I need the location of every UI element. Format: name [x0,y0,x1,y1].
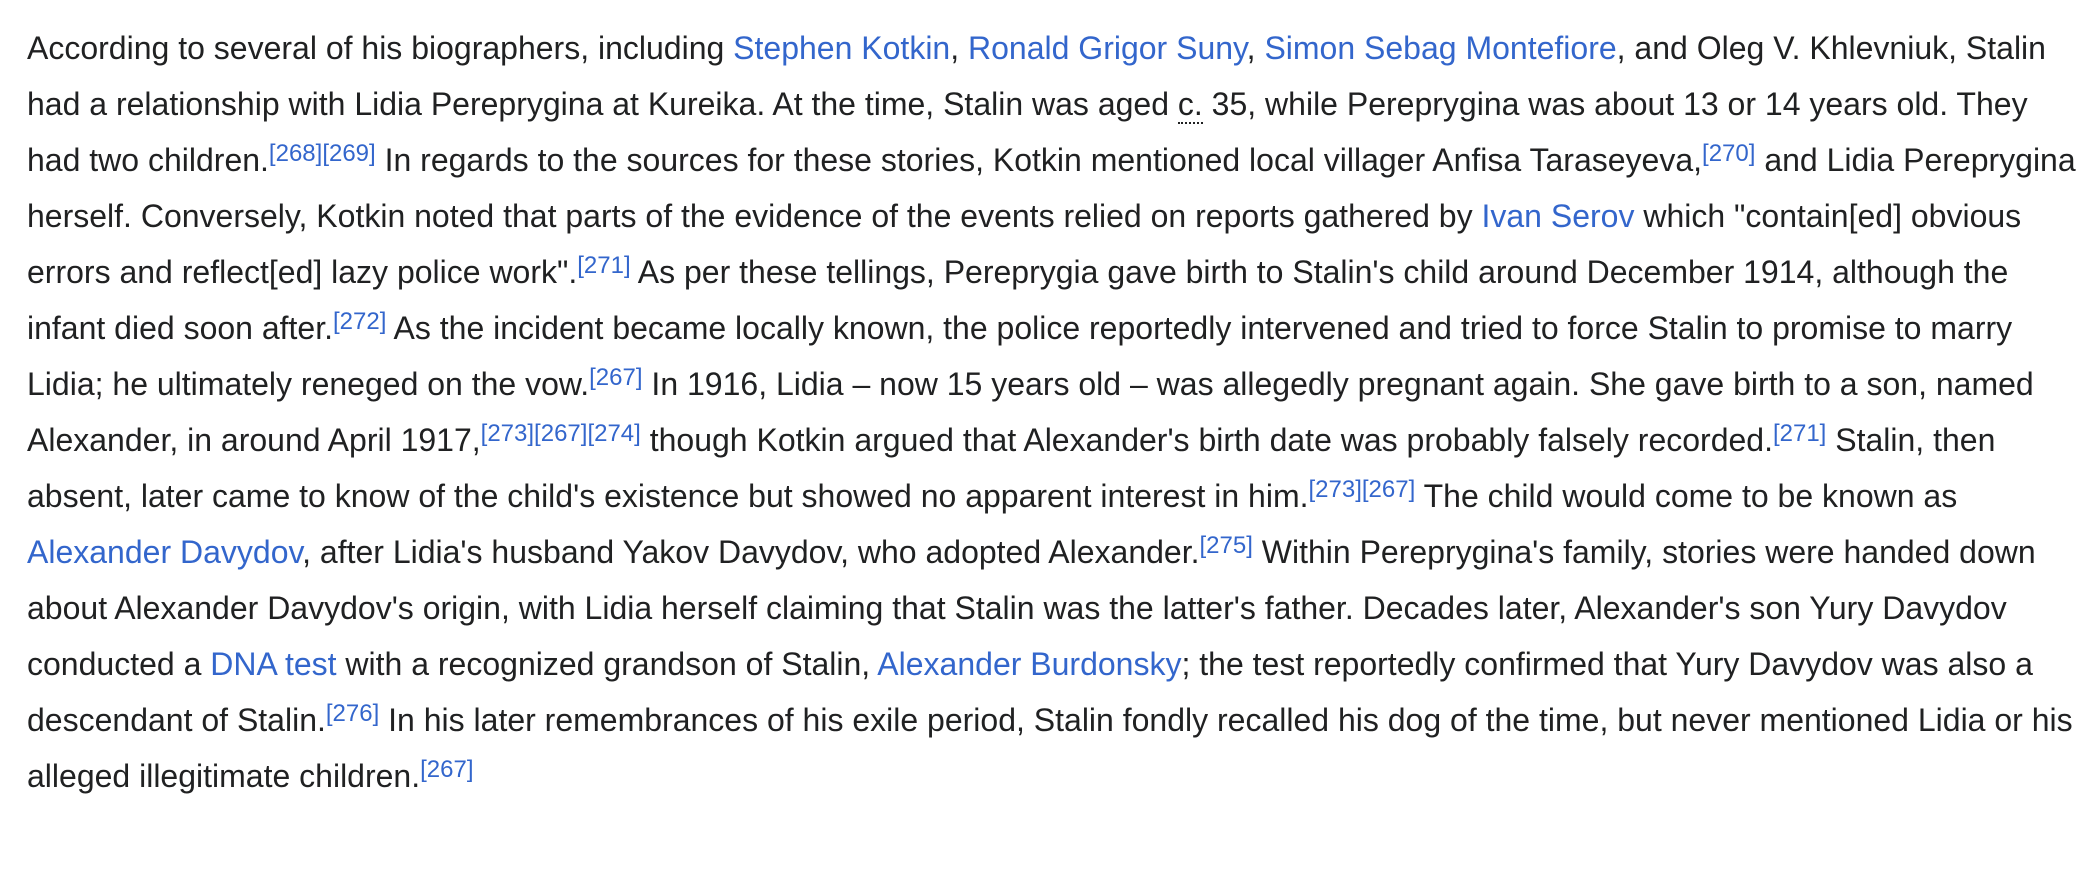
paragraph-text: , [950,30,968,66]
citation-reference [322,140,375,167]
paragraph-text: According to several of his biographers, including [27,30,734,66]
link-ronald-grigor-suny[interactable]: Ronald Grigor Suny [968,30,1247,66]
link-alexander-davydov[interactable]: Alexander Davydov [27,534,303,570]
paragraph-text: The child would come to be known as [1415,478,1958,514]
citation-link[interactable]: [272] [333,308,387,335]
citation-link[interactable]: [269] [322,140,376,167]
paragraph-text: , after Lidia's husband Yakov Davydov, who adopted Alexander. [302,534,1200,570]
citation-link[interactable]: [270] [1702,140,1756,167]
paragraph-text: In 1916, Lidia – now 15 years old – was allegedly pregnant again. She gave birth to a son, named Alexander, in around April 1917, [27,366,2034,458]
link-stephen-kotkin[interactable]: Stephen Kotkin [733,30,951,66]
citation-reference [1773,420,1826,447]
citation-link[interactable]: [267] [589,364,643,391]
citation-link[interactable]: [275] [1199,532,1253,559]
paragraph-text: ; the test reportedly confirmed that Yury Davydov was also a descendant of Stalin. [27,646,2033,738]
link-dna-test[interactable]: DNA test [210,646,337,682]
paragraph-text: As per these tellings, Pereprygia gave birth to Stalin's child around December 1914, although the infant died soon after. [27,254,2009,346]
paragraph-text: 35, while Pereprygina was about 13 or 14 years old. They had two children. [27,86,2028,178]
paragraph-text: As the incident became locally known, the police reportedly intervened and tried to force Stalin to promise to marry Lidia; he ultimately reneged on the vow. [27,310,2013,402]
paragraph-text: In his later remembrances of his exile period, Stalin fondly recalled his dog of the time, but never mentioned Lidia or his alleged illegitimate children. [27,702,2073,794]
citation-link[interactable]: [267] [534,420,588,447]
citation-link[interactable]: [267] [420,756,474,783]
citation-link[interactable]: [271] [1772,420,1827,447]
citation-link[interactable]: [268] [268,140,323,167]
circa-abbreviation: c. [1177,86,1203,122]
citation-reference [1199,532,1252,559]
citation-reference [326,700,379,727]
citation-reference [577,252,630,279]
citation-reference [1362,476,1415,503]
paragraph-text: and Lidia Pereprygina herself. Conversely, Kotkin noted that parts of the evidence of the events relied on reports gathered by [27,142,2076,234]
citation-link[interactable]: [273] [480,420,535,447]
paragraph-text: , [1246,30,1265,66]
paragraph-text: , and Oleg V. Khlevniuk, Stalin had a relationship with Lidia Pereprygina at Kureika. At the time, Stalin was aged [27,30,2046,122]
citation-link[interactable]: [273] [1308,476,1362,503]
citation-reference [420,756,473,783]
citation-link[interactable]: [276] [325,700,380,727]
link-alexander-burdonsky[interactable]: Alexander Burdonsky [877,646,1182,682]
citation-reference [1702,140,1755,167]
paragraph-text: which "contain[ed] obvious errors and reflect[ed] lazy police work". [27,198,2022,290]
citation-reference [587,420,640,447]
citation-link[interactable]: [274] [587,420,641,447]
citation-reference [1309,476,1362,503]
link-simon-sebag-montefiore[interactable]: Simon Sebag Montefiore [1264,30,1617,66]
citation-reference [333,308,386,335]
citation-link[interactable]: [271] [577,252,631,279]
citation-reference [481,420,534,447]
article-body [27,20,2087,804]
citation-link[interactable]: [267] [1361,476,1416,503]
link-ivan-serov[interactable]: Ivan Serov [1481,198,1635,234]
paragraph-text: though Kotkin argued that Alexander's birth date was probably falsely recorded. [640,422,1773,458]
paragraph-text: In regards to the sources for these stories, Kotkin mentioned local villager Anfisa Taraseyeva, [375,142,1703,178]
paragraph-text: Stalin, then absent, later came to know of the child's existence but showed no apparent interest in him. [27,422,1996,514]
paragraph-text: with a recognized grandson of Stalin, [336,646,878,682]
citation-reference [269,140,322,167]
citation-reference [589,364,642,391]
paragraph-text: Within Pereprygina's family, stories were handed down about Alexander Davydov's origin, with Lidia herself claiming that Stalin was the latter's father. Decades later, Alexander's son Yury Davydov conducted a [27,534,2036,682]
article-paragraph [27,20,2087,804]
citation-reference [534,420,587,447]
